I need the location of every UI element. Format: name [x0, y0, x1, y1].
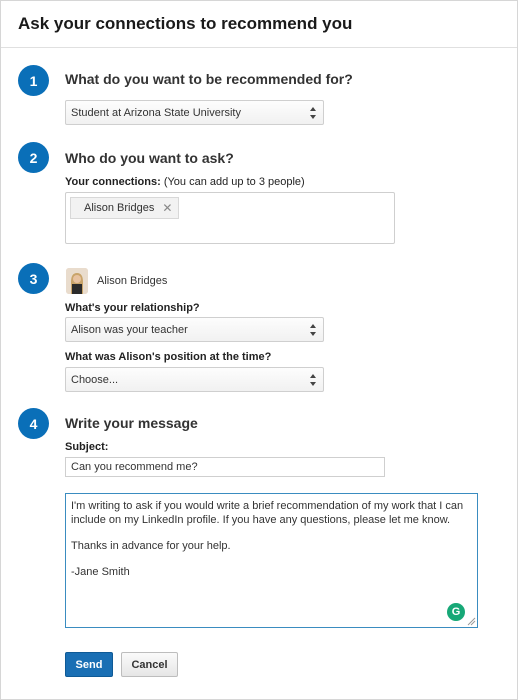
step-4-heading: Write your message [65, 415, 198, 431]
position-label: What was Alison's position at the time? [65, 351, 272, 363]
message-paragraph: Thanks in advance for your help. [71, 540, 231, 552]
step-3-badge: 3 [18, 263, 49, 294]
send-button[interactable]: Send [65, 652, 113, 677]
position-value: Choose... [71, 374, 119, 386]
step-2-badge: 2 [18, 142, 49, 173]
relationship-label: What's your relationship? [65, 302, 200, 314]
select-arrows-icon [310, 106, 317, 120]
dialog-header [1, 1, 517, 48]
recommended-for-value: Student at Arizona State University [71, 107, 241, 119]
dialog-title: Ask your connections to recommend you [18, 14, 353, 33]
relationship-value: Alison was your teacher [71, 324, 188, 336]
subject-label: Subject: [65, 441, 109, 453]
subject-input[interactable]: Can you recommend me? [65, 457, 385, 477]
relationship-select[interactable] [65, 317, 324, 342]
avatar [66, 268, 88, 294]
step-4-badge: 4 [18, 408, 49, 439]
step-2-question: Who do you want to ask? [65, 150, 234, 166]
connections-label-text: Your connections: [65, 176, 161, 188]
connection-chip [70, 197, 179, 219]
connections-label [65, 176, 305, 188]
cancel-button[interactable]: Cancel [121, 652, 178, 677]
message-textarea[interactable] [65, 493, 478, 628]
grammarly-icon[interactable]: G [447, 603, 465, 621]
remove-chip-icon[interactable]: ✕ [162, 201, 173, 215]
connections-input[interactable] [65, 192, 395, 244]
step-1-question: What do you want to be recommended for? [65, 71, 353, 87]
connections-hint: (You can add up to 3 people) [163, 176, 305, 188]
recommended-for-select[interactable] [65, 100, 324, 125]
select-arrows-icon [310, 373, 317, 387]
connection-chip-name: Alison Bridges [84, 202, 155, 214]
step-1-badge: 1 [18, 65, 49, 96]
position-select[interactable] [65, 367, 324, 392]
message-signature: -Jane Smith [71, 566, 130, 578]
selected-person-name: Alison Bridges [97, 275, 168, 287]
message-paragraph: I'm writing to ask if you would write a brief recommendation of my work that I can include on my LinkedIn profile. If you have any questions, please let me know. [71, 500, 464, 526]
select-arrows-icon [310, 323, 317, 337]
resize-handle-icon[interactable] [467, 617, 476, 626]
